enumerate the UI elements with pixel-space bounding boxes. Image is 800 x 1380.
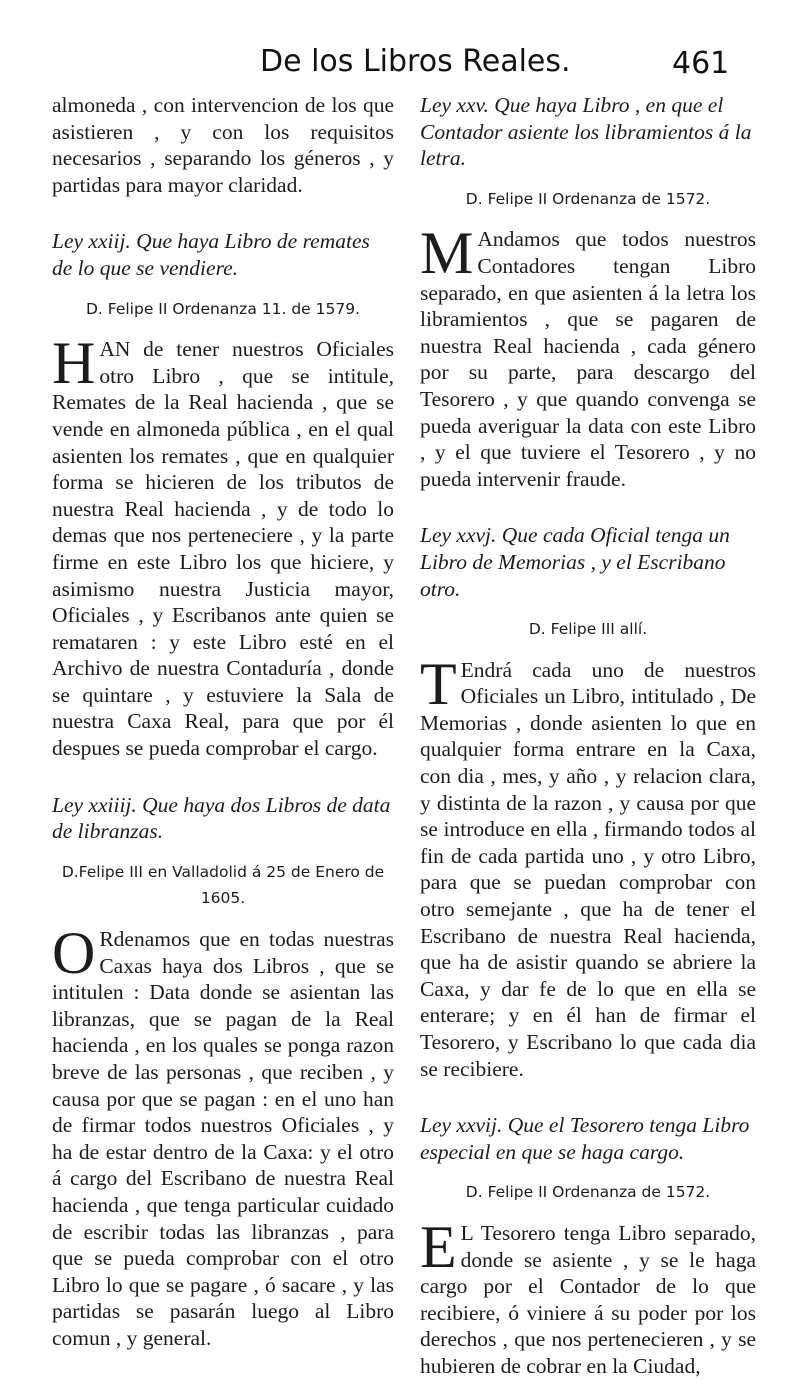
law-22-drop-cap: H	[52, 330, 96, 397]
law-24-drop-cap: O	[52, 920, 96, 987]
right-column	[420, 92, 756, 1380]
page-header	[0, 40, 800, 90]
law-22-text: AN de tener nuestros Oficiales otro Libro , que se intitule, Remates de la Real hacienda , que se vende en almoneda pública , en el qual asienten los remates , que en qualquier forma se hicieren de los tributos de nuestra Real hacienda , y de todo lo demas que nos perteneciere , y la parte firme en este Libro los que hiciere, y asimismo nuestra Justicia mayor, Oficiales , y Escribanos ante quien se remataren : y este Libro esté en el Archivo de nuestra Contaduría , donde se quintare , y estuviere la Sala de nuestra Caxa Real, para que por él despues se pueda comprobar el cargo.	[52, 337, 394, 761]
law-22-heading: Ley xxiij. Que haya Libro de remates de lo que se vendiere.	[52, 229, 370, 280]
law-25-decree: D. Felipe II Ordenanza de 1572.	[465, 189, 711, 208]
law-25-drop-cap: M	[420, 220, 474, 287]
law-26-decree: D. Felipe III allí.	[528, 620, 648, 639]
continued-paragraph: almoneda , con intervencion de los que asistieren , y con los requisitos necesarios , separando los géneros , y partidas para mayor claridad.	[52, 93, 394, 197]
law-27-heading: Ley xxvij. Que el Tesorero tenga Libro especial en que se haga cargo.	[420, 1113, 750, 1164]
page-number: 461	[672, 46, 730, 81]
law-22-decree: D. Felipe II Ordenanza 11. de 1579.	[85, 299, 360, 318]
law-24-decree: D.Felipe III en Valladolid á 25 de Enero de 1605.	[61, 862, 385, 908]
running-title: De los Libros Reales.	[260, 44, 571, 79]
law-27-decree: D. Felipe II Ordenanza de 1572.	[465, 1183, 711, 1202]
law-25-heading: Ley xxv. Que haya Libro , en que el Contador asiente los libramientos á la letra.	[420, 93, 752, 171]
law-26-heading: Ley xxvj. Que cada Oficial tenga un Libro de Memorias , y el Escribano otro.	[420, 523, 730, 601]
law-26-body	[420, 650, 756, 1083]
law-27-drop-cap: E	[420, 1213, 457, 1280]
law-25-body	[420, 220, 756, 492]
law-25-text: Andamos que todos nuestros Contadores tengan Libro separado, en que asienten á la letra los libramientos , que se pagaren de nuestra Real hacienda , cada género por su parte, para descargo del Tesorero , y que quando convenga se pueda averiguar la data con este Libro , y el que tuviere el Tesorero , y no pueda intervenir fraude.	[420, 227, 756, 491]
law-27-body	[420, 1213, 756, 1380]
law-26-text: Endrá cada uno de nuestros Oficiales un Libro, intitulado , De Memorias , donde asienten lo que en qualquier forma entrare en la Caxa, con dia , mes, y año , y relacion clara, y distinta de la razon , y causa por que se introduce en ella , firmando todos al fin de cada partida uno , y otro Libro, para que se puedan comprobar con otro semejante , que ha de tener el Escribano de nuestra Real hacienda, que ha de asistir quando se abriere la Caxa, y dar fe de lo que en ella se enterare; y en él han de firmar el Tesorero, y Escribano lo que cada dia se recibiere.	[420, 657, 756, 1081]
law-26-drop-cap: T	[420, 650, 457, 717]
law-24-text: Rdenamos que en todas nuestras Caxas haya dos Libros , que se intitulen : Data donde se asientan las libranzas, que se pagan de la Real hacienda , en los quales se ponga razon breve de las personas , que reciben , y causa por que se pagan : en el uno han de firmar todos nuestros Oficiales , y ha de estar dentro de la Caxa: y el otro á cargo del Escribano de nuestra Real hacienda , que tenga particular cuidado de escribir todas las libranzas , para que se pueda comprobar con el otro Libro lo que se pagare , ó sacare , y las partidas se pasarán luego al Libro comun , y general.	[52, 927, 394, 1350]
law-24-body	[52, 920, 394, 1352]
left-column	[52, 92, 394, 1352]
law-27-text: L Tesorero tenga Libro separado, donde se asiente , y se le haga cargo por el Contador de lo que recibiere, ó viniere á su poder por los derechos , que nos pertenecieren , y se hubieren de cobrar en la Ciudad,	[420, 1220, 756, 1378]
law-24-heading: Ley xxiiij. Que haya dos Libros de data de libranzas.	[52, 792, 391, 844]
law-22-body	[52, 330, 394, 762]
